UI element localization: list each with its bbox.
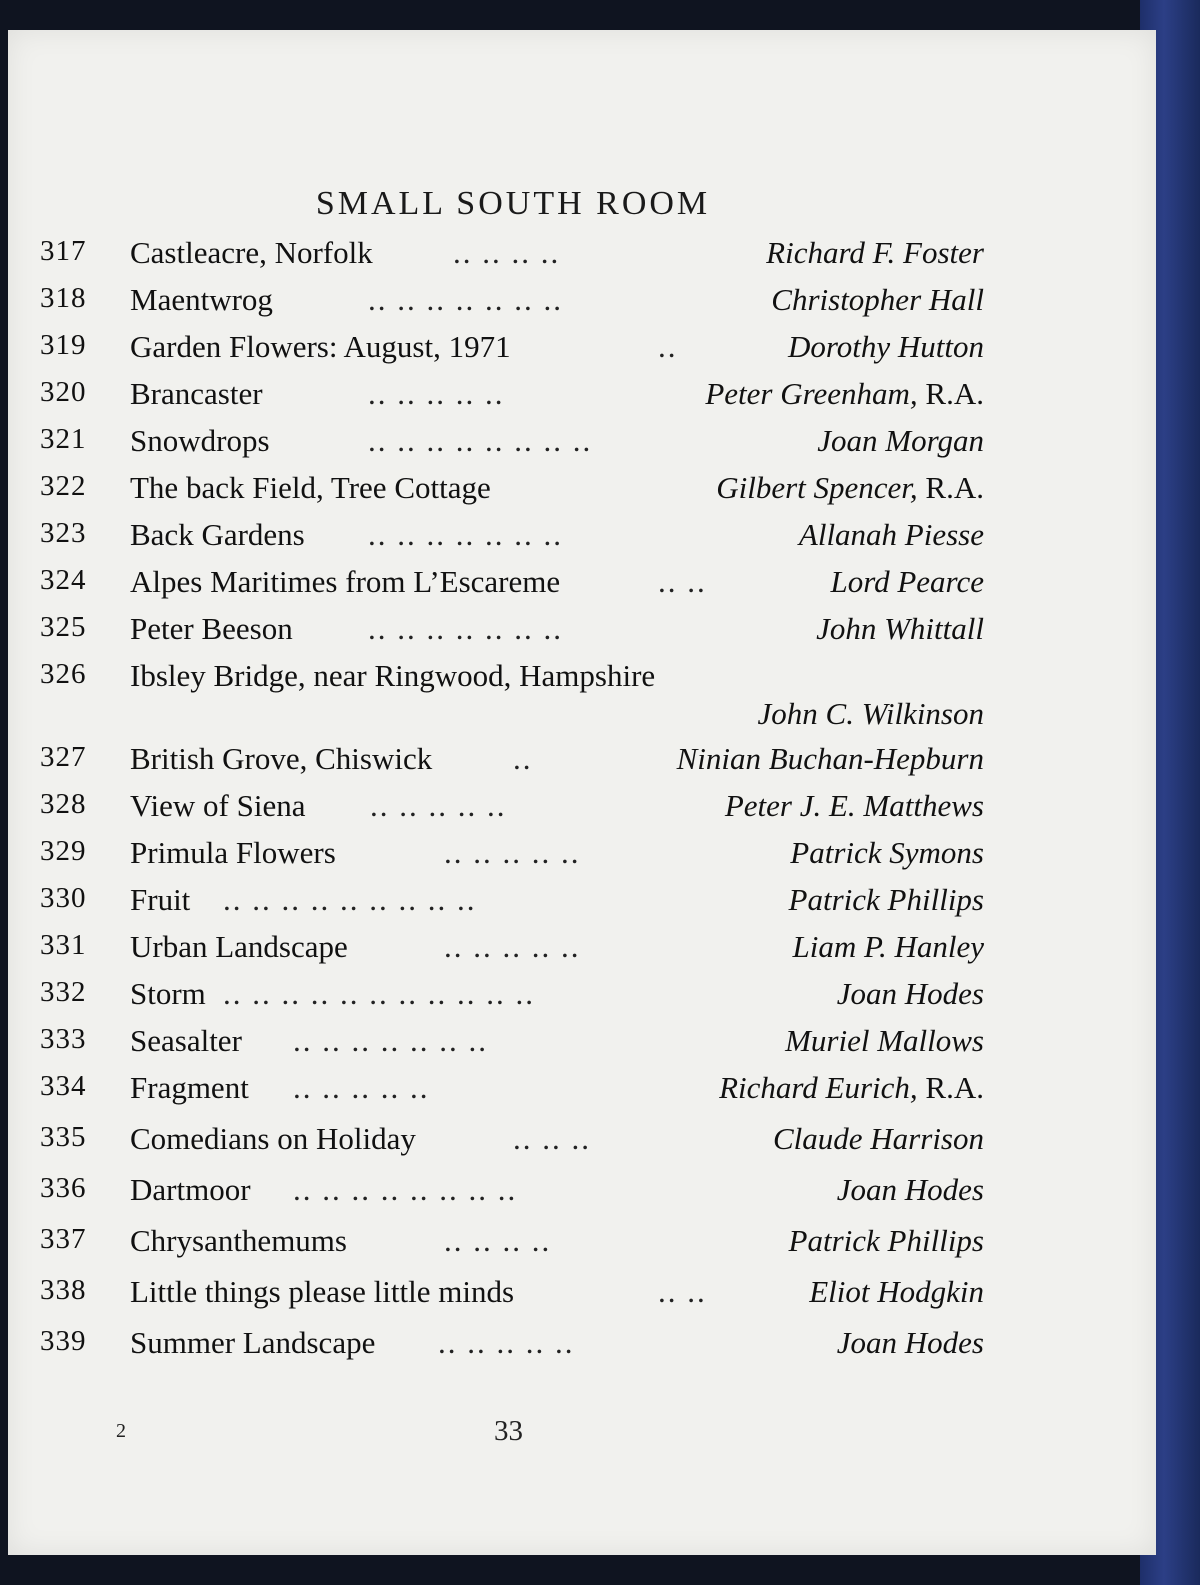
- leader-dots: .. .. .. .. ..: [444, 835, 581, 870]
- artwork-title: Ibsley Bridge, near Ringwood, Hampshire: [130, 658, 656, 693]
- artist-name: [809, 1274, 984, 1310]
- artist-name: [830, 564, 984, 600]
- leader-dots: .. .. .. .. .. .. .. .. .. .. ..: [223, 976, 535, 1011]
- artist-name: [837, 976, 984, 1012]
- list-item: [8, 835, 1108, 882]
- catalogue-number: 327: [40, 741, 87, 773]
- leader-dots: .. .. .. .. .. .. .. ..: [293, 1172, 518, 1207]
- catalogue-number: 335: [40, 1121, 87, 1153]
- artist-suffix: R.A.: [917, 470, 984, 505]
- leader-dots: .. .. .. .. ..: [368, 376, 505, 411]
- catalogue-number: 320: [40, 376, 87, 408]
- artist-name-text: Patrick Symons: [790, 835, 984, 870]
- leader-dots: .. .. .. .. .. .. ..: [293, 1023, 488, 1058]
- section-heading: SMALL SOUTH ROOM: [315, 185, 711, 222]
- list-item: [8, 1023, 1108, 1070]
- artwork-title: The back Field, Tree Cottage: [130, 470, 491, 505]
- catalogue-number: 337: [40, 1223, 87, 1255]
- artwork-title: Fruit: [130, 882, 191, 917]
- artwork-title: Summer Landscape: [130, 1325, 376, 1360]
- artist-name: [716, 470, 984, 506]
- artist-name-text: Dorothy Hutton: [787, 329, 984, 364]
- artist-name-text: Joan Hodes: [836, 1325, 984, 1360]
- artwork-title: Peter Beeson: [130, 611, 293, 646]
- artist-name: [790, 835, 984, 871]
- catalogue-number: 329: [40, 835, 87, 867]
- artist-name: [677, 741, 984, 777]
- artist-suffix: R.A.: [917, 376, 984, 411]
- artist-name-text: Joan Morgan: [817, 423, 984, 458]
- list-item: [8, 1223, 1108, 1270]
- list-item: [8, 882, 1108, 929]
- list-item: [8, 611, 1108, 658]
- artist-name: [766, 235, 984, 271]
- leader-dots: ..: [658, 329, 678, 364]
- artist-name-text: Richard Eurich,: [719, 1070, 918, 1105]
- artwork-title: Back Gardens: [130, 517, 305, 552]
- artwork-title: Chrysanthemums: [130, 1223, 347, 1258]
- artist-name-text: Allanah Piesse: [798, 517, 984, 552]
- page-number: 33: [494, 1415, 523, 1447]
- leader-dots: ..: [513, 741, 533, 776]
- artist-name-text: Richard F. Foster: [766, 235, 984, 270]
- catalogue-number: 323: [40, 517, 87, 549]
- artwork-title: Garden Flowers: August, 1971: [130, 329, 511, 364]
- artist-suffix: R.A.: [917, 1070, 984, 1105]
- list-item: [8, 696, 1108, 743]
- artwork-title: British Grove, Chiswick: [130, 741, 433, 776]
- artwork-title: Seasalter: [130, 1023, 242, 1058]
- list-item: [8, 376, 1108, 423]
- artist-name: [771, 282, 984, 318]
- catalogue-number: 318: [40, 282, 87, 314]
- leader-dots: .. .. .. .. .. .. .. ..: [368, 423, 593, 458]
- catalogue-number: 322: [40, 470, 87, 502]
- artist-name-text: Gilbert Spencer,: [716, 470, 918, 505]
- catalogue-number: 326: [40, 658, 87, 690]
- catalogue-number: 325: [40, 611, 87, 643]
- list-item: [8, 282, 1108, 329]
- artist-name: [817, 423, 984, 459]
- catalogue-number: 336: [40, 1172, 87, 1204]
- artist-name-text: Claude Harrison: [773, 1121, 984, 1156]
- catalogue-number: 334: [40, 1070, 87, 1102]
- artist-name: [816, 611, 984, 647]
- artist-name: [793, 929, 984, 965]
- artist-name: [837, 1172, 984, 1208]
- signature-mark: 2: [116, 1420, 126, 1442]
- artist-name-text: Joan Hodes: [836, 1172, 984, 1207]
- list-item: [8, 741, 1108, 788]
- leader-dots: .. ..: [658, 564, 707, 599]
- leader-dots: .. .. .. .. ..: [444, 929, 581, 964]
- leader-dots: .. .. .. ..: [453, 235, 561, 270]
- list-item: [8, 329, 1108, 376]
- artwork-title: Comedians on Holiday: [130, 1121, 416, 1156]
- artist-name-text: Joan Hodes: [836, 976, 984, 1011]
- list-item: [8, 1121, 1108, 1168]
- artist-name-text: Liam P. Hanley: [792, 929, 984, 964]
- artist-name: [788, 329, 984, 365]
- artwork-title: Storm: [130, 976, 206, 1011]
- list-item: [8, 1172, 1108, 1219]
- artwork-title: View of Siena: [130, 788, 306, 823]
- artist-name-text: Lord Pearce: [830, 564, 984, 599]
- artwork-title: Little things please little minds: [130, 1274, 515, 1309]
- artist-name: [785, 1023, 984, 1059]
- leader-dots: .. .. .. .. ..: [293, 1070, 430, 1105]
- artist-name-text: Christopher Hall: [771, 282, 984, 317]
- catalogue-number: 339: [40, 1325, 87, 1357]
- list-item: [8, 1274, 1108, 1321]
- artist-name-text: Patrick Phillips: [788, 882, 984, 917]
- catalogue-number: 328: [40, 788, 87, 820]
- list-item: [8, 235, 1108, 282]
- catalogue-number: 331: [40, 929, 87, 961]
- list-item: [8, 470, 1108, 517]
- catalogue-number: 319: [40, 329, 87, 361]
- artwork-title: Dartmoor: [130, 1172, 251, 1207]
- list-item: [8, 564, 1108, 611]
- artwork-title: Fragment: [130, 1070, 249, 1105]
- list-item: [8, 423, 1108, 470]
- artist-name-text: Peter J. E. Matthews: [724, 788, 984, 823]
- artwork-title: Primula Flowers: [130, 835, 336, 870]
- artwork-title: Maentwrog: [130, 282, 273, 317]
- leader-dots: .. .. ..: [513, 1121, 591, 1156]
- leader-dots: .. .. .. .. ..: [370, 788, 507, 823]
- list-item: [8, 1325, 1108, 1372]
- catalogue-number: 321: [40, 423, 87, 455]
- artist-name-text: Ninian Buchan-Hepburn: [676, 741, 984, 776]
- catalogue-number: 317: [40, 235, 87, 267]
- catalogue-number: 338: [40, 1274, 87, 1306]
- catalogue-number: 332: [40, 976, 87, 1008]
- artist-name: [789, 1223, 984, 1259]
- artwork-title: Snowdrops: [130, 423, 270, 458]
- leader-dots: .. ..: [658, 1274, 707, 1309]
- leader-dots: .. .. .. .. .. .. ..: [368, 282, 563, 317]
- artist-name-text: John C. Wilkinson: [757, 696, 984, 731]
- artist-name-text: Patrick Phillips: [788, 1223, 984, 1258]
- leader-dots: .. .. .. .. .. .. .. .. ..: [223, 882, 477, 917]
- list-item: [8, 517, 1108, 564]
- leader-dots: .. .. .. .. ..: [438, 1325, 575, 1360]
- list-item: [8, 1070, 1108, 1117]
- catalogue-number: 333: [40, 1023, 87, 1055]
- catalogue-page: [8, 30, 1156, 1555]
- leader-dots: .. .. .. .. .. .. ..: [368, 611, 563, 646]
- artist-name-text: Peter Greenham,: [705, 376, 918, 411]
- leader-dots: .. .. .. .. .. .. ..: [368, 517, 563, 552]
- artist-name: [789, 882, 984, 918]
- artist-name: [719, 1070, 984, 1106]
- list-item: [8, 929, 1108, 976]
- artist-name: [705, 376, 984, 412]
- catalogue-number: 330: [40, 882, 87, 914]
- artist-name: [758, 696, 984, 732]
- leader-dots: .. .. .. ..: [444, 1223, 552, 1258]
- artist-name-text: Eliot Hodgkin: [809, 1274, 984, 1309]
- artist-name: [799, 517, 984, 553]
- catalogue-number: 324: [40, 564, 87, 596]
- artist-name-text: John Whittall: [816, 611, 984, 646]
- list-item: [8, 976, 1108, 1023]
- artist-name: [773, 1121, 984, 1157]
- artwork-title: Alpes Maritimes from L’Escareme: [130, 564, 561, 599]
- list-item: [8, 788, 1108, 835]
- artist-name: [837, 1325, 984, 1361]
- artwork-title: Brancaster: [130, 376, 263, 411]
- artist-name-text: Muriel Mallows: [785, 1023, 984, 1058]
- artwork-title: Urban Landscape: [130, 929, 348, 964]
- artist-name: [725, 788, 984, 824]
- artwork-title: Castleacre, Norfolk: [130, 235, 373, 270]
